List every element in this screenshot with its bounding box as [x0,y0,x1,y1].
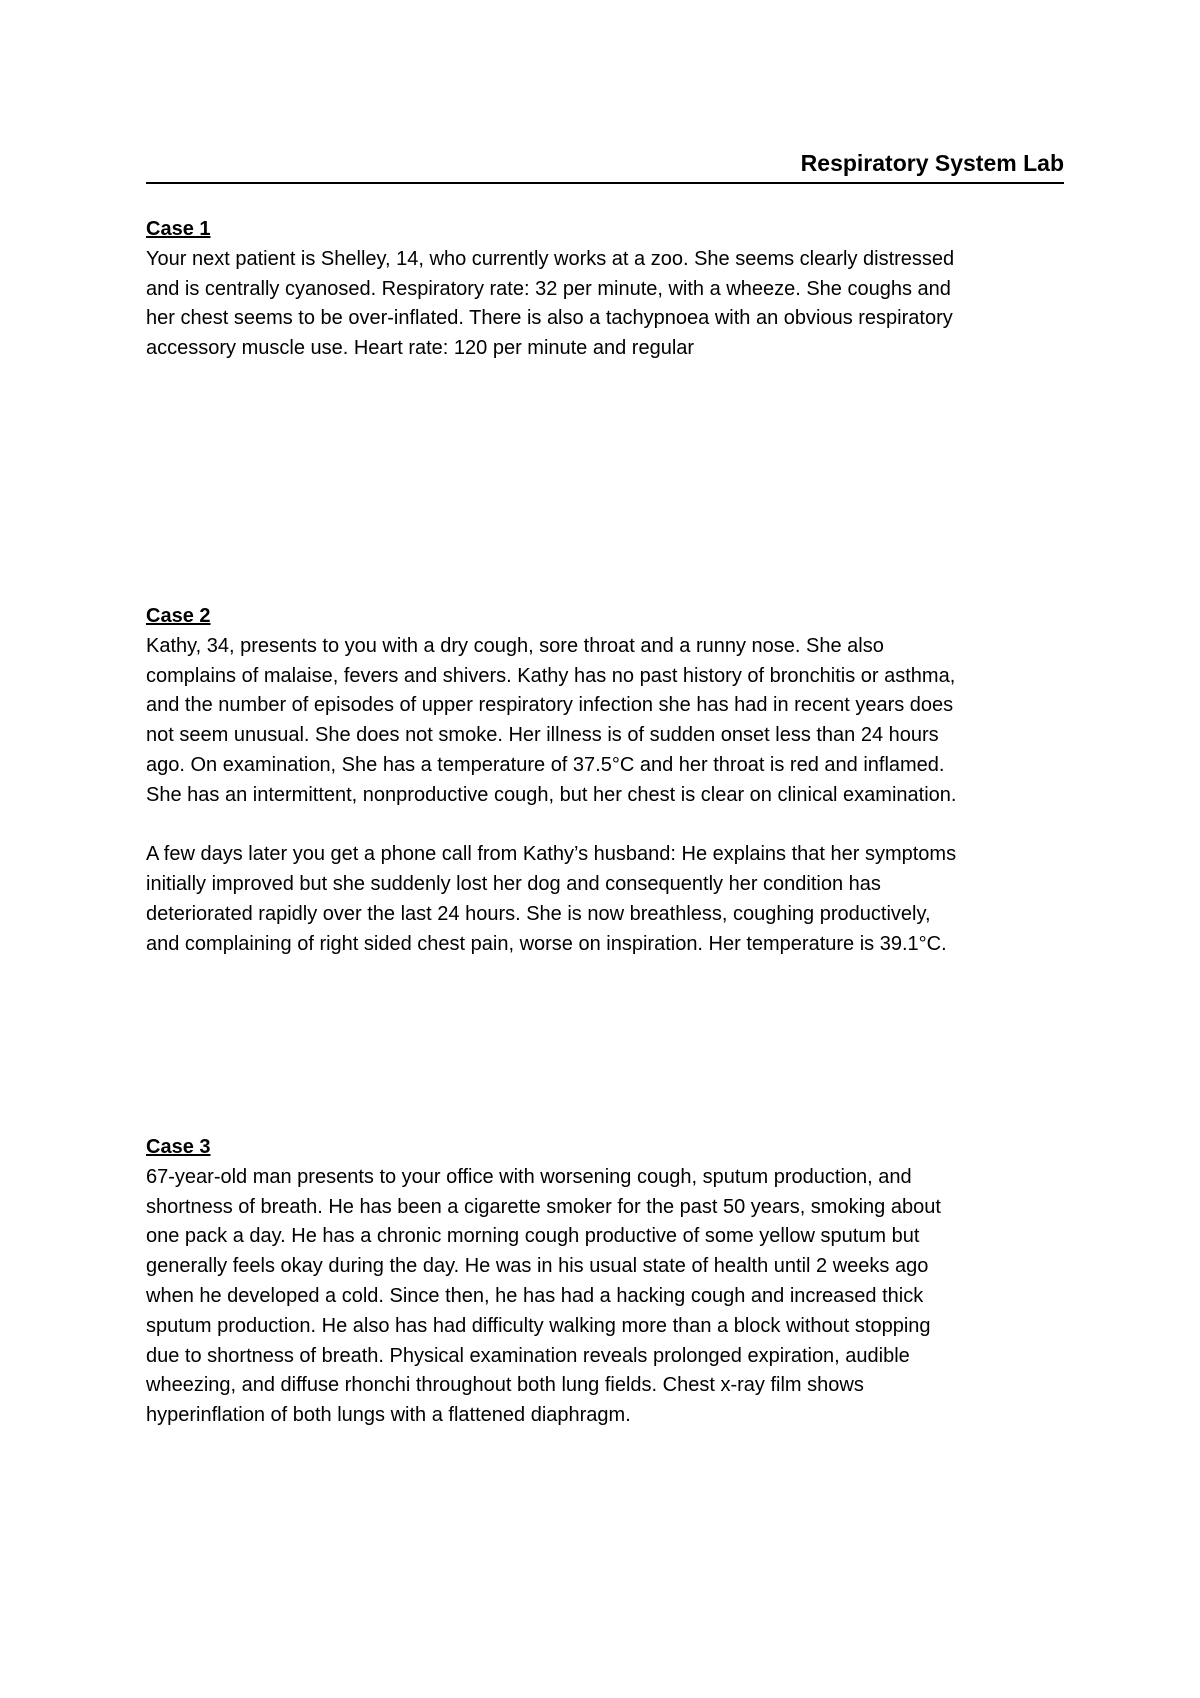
case-3-line: generally feels okay during the day. He was in his usual state of health until 2 weeks ago [146,1255,929,1278]
case-1-line: and is centrally cyanosed. Respiratory rate: 32 per minute, with a wheeze. She coughs and [146,277,951,300]
case-1-line: her chest seems to be over-inflated. There is also a tachypnoea with an obvious respiratory [146,307,953,330]
case-3-line: 67-year-old man presents to your office with worsening cough, sputum production, and [146,1165,912,1188]
case-2-line: ago. On examination, She has a temperature of 37.5°C and her throat is red and inflamed. [146,753,945,776]
case-2-line: Kathy, 34, presents to you with a dry cough, sore throat and a runny nose. She also [146,634,884,657]
paragraph-gap [146,811,1076,841]
case-2-line: complains of malaise, fevers and shivers. Kathy has no past history of bronchitis or asthma, [146,664,956,687]
case-2-followup-line: initially improved but she suddenly lost her dog and consequently her condition has [146,873,881,896]
case-3-line: one pack a day. He has a chronic morning cough productive of some yellow sputum but [146,1225,920,1248]
case-2-line: not seem unusual. She does not smoke. Her illness is of sudden onset less than 24 hours [146,724,939,747]
case-2-line: and the number of episodes of upper respiratory infection she has had in recent years does [146,694,954,717]
case-3-line: wheezing, and diffuse rhonchi throughout both lung fields. Chest x-ray film shows [146,1374,864,1397]
case-3-line: hyperinflation of both lungs with a flattened diaphragm. [146,1404,631,1427]
case-3-line: when he developed a cold. Since then, he has had a hacking cough and increased thick [146,1284,924,1307]
case-3-section [146,1133,1076,1431]
case-3-line: sputum production. He also has had difficulty walking more than a block without stopping [146,1314,931,1337]
case-2-section [146,602,1076,960]
document-title: Respiratory System Lab [800,150,1064,176]
case-1-section [146,215,1076,364]
case-1-line: accessory muscle use. Heart rate: 120 per minute and regular [146,337,695,360]
case-3-line: due to shortness of breath. Physical examination reveals prolonged expiration, audible [146,1344,910,1367]
case-3-heading: Case 3 [146,1136,211,1158]
case-2-heading: Case 2 [146,605,211,627]
case-3-line: shortness of breath. He has been a cigarette smoker for the past 50 years, smoking about [146,1195,941,1218]
case-2-line: She has an intermittent, nonproductive cough, but her chest is clear on clinical examination. [146,783,957,806]
case-2-followup-line: and complaining of right sided chest pain, worse on inspiration. Her temperature is 39.1°C. [146,932,947,955]
case-1-line: Your next patient is Shelley, 14, who currently works at a zoo. She seems clearly distressed [146,247,955,270]
case-2-followup-line: deteriorated rapidly over the last 24 hours. She is now breathless, coughing productively, [146,902,931,925]
page-header [146,148,1064,184]
case-2-followup-line: A few days later you get a phone call from Kathy’s husband: He explains that her symptoms [146,843,957,866]
case-1-heading: Case 1 [146,218,211,240]
